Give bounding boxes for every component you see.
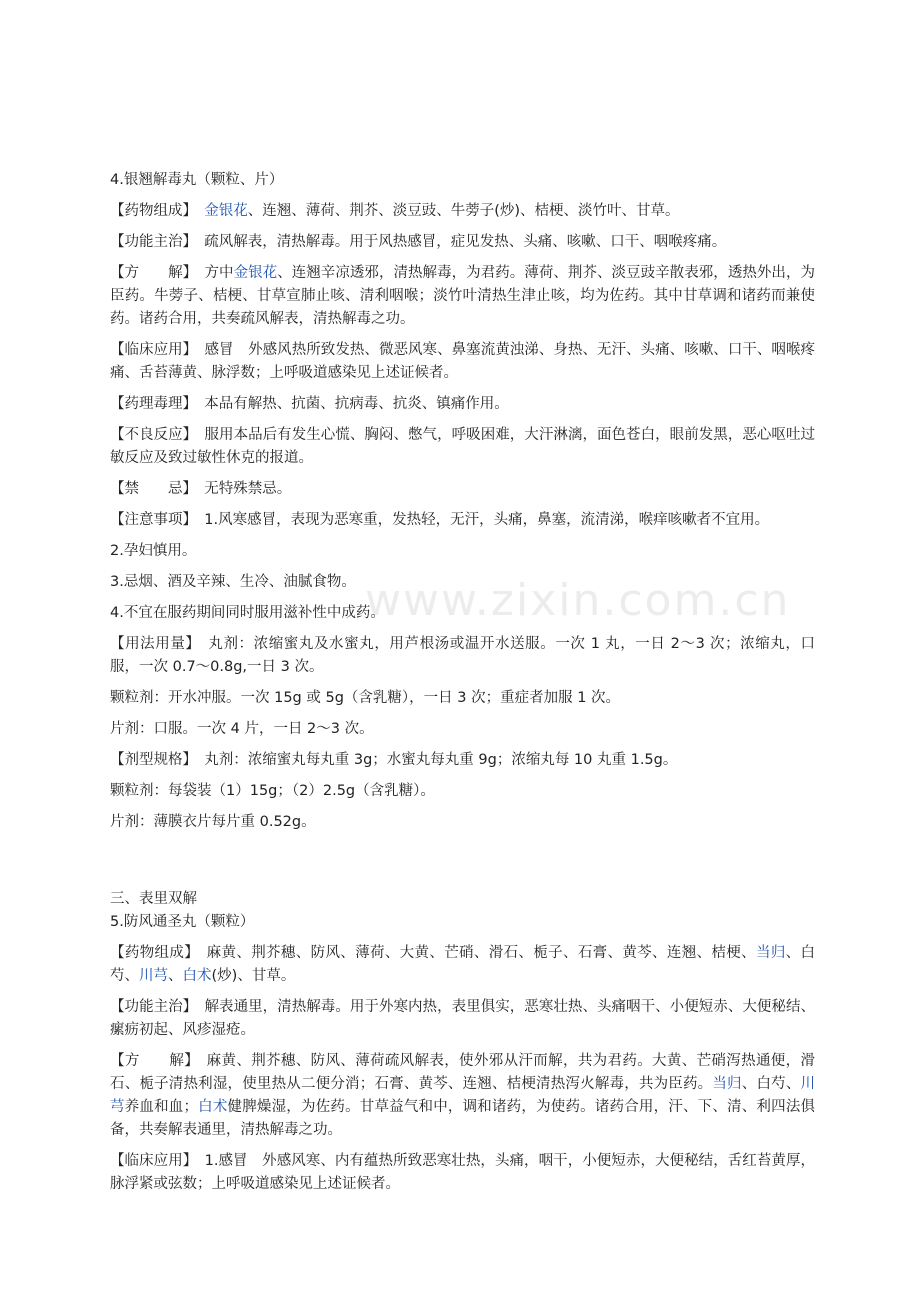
usage-label: 【用法用量】 [110,636,194,652]
chuanxiong-link[interactable]: 川芎 [139,968,168,984]
pharma-label: 【药理毒理】 [110,396,190,412]
s1-caution-2: 2.孕妇慎用。 [110,543,197,559]
pharma-text: 本品有解热、抗菌、抗病毒、抗炎、镇痛作用。 [189,396,509,412]
formula-rest: 、连翘辛凉透邪，清热解毒，为君药。薄荷、荆芥、淡豆豉辛散表邪，透热外出，为臣药。牛蒡子、桔梗、甘草宣肺止咳、清利咽喉；淡竹叶清热生津止咳，均为佐药。其中甘草调和诸药而兼使药。诸药合用，共奏疏风解表，清热解毒之功。 [110,265,815,327]
s1-spec-granule: 颗粒剂：每袋装（1）15g；（2）2.5g（含乳糖）。 [110,783,435,799]
chuanxiong-link-2[interactable]: 川芎 [110,1076,816,1115]
caution-text: 1.风寒感冒，表现为恶寒重，发热轻，无汗，头痛，鼻塞，流清涕，喉痒咳嗽者不宜用。 [189,512,770,528]
s1-caution-3: 3.忌烟、酒及辛辣、生冷、油腻食物。 [110,574,356,590]
composition-c: 、 [168,968,183,984]
s2-function [110,996,815,1042]
formula-label: 【方 解】 [110,265,190,281]
s1-caution [110,509,815,532]
s1-spec-tablet: 片剂：薄膜衣片每片重 0.52g。 [110,814,316,830]
adverse-text: 服用本品后有发生心慌、胸闷、憋气，呼吸困难，大汗淋漓，面色苍白，眼前发黑，恶心呕吐过敏反应及致过敏性休克的报道。 [110,427,815,466]
s1-spec [110,749,815,772]
s1-pharma [110,393,815,416]
composition-label: 【药物组成】 [110,203,190,219]
s1-composition [110,200,815,223]
s2-clinical [110,1150,815,1196]
clinical-label: 【临床应用】 [110,342,190,358]
spec-text: 丸剂：浓缩蜜丸每丸重 3g；水蜜丸每丸重 9g；浓缩丸每 10 丸重 1.5g。 [189,752,678,768]
formula-d: 健脾燥湿，为佐药。甘草益气和中，调和诸药，为使药。诸药合用，汗、下、清、利四法俱备，共奏解表通里，清热解毒之功。 [110,1099,816,1138]
spec-label: 【剂型规格】 [110,752,190,768]
danggui-link[interactable]: 当归 [755,945,786,961]
clinical-text: 感冒 外感风热所致发热、微恶风寒、鼻塞流黄浊涕、身热、无汗、头痛、咳嗽、口干、咽喉疼痛、舌苔薄黄、脉浮数；上呼吸道感染见上述证候者。 [110,342,815,381]
usage-text: 丸剂：浓缩蜜丸及水蜜丸，用芦根汤或温开水送服。一次 1 丸，一日 2～3 次；浓缩丸，口服，一次 0.7～0.8g,一日 3 次。 [110,636,816,675]
s1-adverse [110,424,815,470]
formula-label-2: 【方 解】 [110,1053,192,1069]
composition-pre [190,203,205,219]
watermark: www.zixin.com.cn [365,575,791,626]
formula-b: 、白芍、 [741,1076,801,1092]
clinical-label-2: 【临床应用】 [110,1153,191,1169]
function-label: 【功能主治】 [110,234,190,250]
section2-heading: 三、表里双解 [110,891,197,907]
s1-formula [110,262,815,331]
s1-caution-4: 4.不宜在服药期间同时服用滋补性中成药。 [110,605,385,621]
function-text: 疏风解表，清热解毒。用于风热感冒，症见发热、头痛、咳嗽、口干、咽喉疼痛。 [189,234,727,250]
contra-label: 【禁 忌】 [110,481,190,497]
s2-formula [110,1050,815,1142]
contra-text: 无特殊禁忌。 [189,481,292,497]
function-text-2: 解表通里，清热解毒。用于外寒内热，表里俱实，恶寒壮热、头痛咽干、小便短赤、大便秘结、瘰疬初起、风疹湿疮。 [110,999,815,1038]
jinyinhua-link-2[interactable]: 金银花 [233,265,278,281]
jinyinhua-link[interactable]: 金银花 [204,203,248,219]
s1-clinical [110,339,815,385]
section2-title: 5.防风通圣丸（颗粒） [110,914,255,930]
function-label-2: 【功能主治】 [110,999,190,1015]
baizhu-link-2[interactable]: 白术 [197,1099,228,1115]
section1-title: 4.银翘解毒丸（颗粒、片） [110,172,284,188]
s1-usage [110,633,815,679]
document-page [110,0,815,1204]
composition-label-2: 【药物组成】 [110,945,192,961]
composition-a: 麻黄、荆芥穗、防风、薄荷、大黄、芒硝、滑石、栀子、石膏、黄芩、连翘、桔梗、 [191,945,756,961]
adverse-label: 【不良反应】 [110,427,190,443]
formula-c: 养血和血； [124,1099,198,1115]
composition-b: 、白芍、 [110,945,816,984]
baizhu-link[interactable]: 白术 [182,968,212,984]
caution-label: 【注意事项】 [110,512,190,528]
s1-contra [110,478,815,501]
s2-composition [110,942,815,988]
danggui-link-2[interactable]: 当归 [712,1076,742,1092]
formula-a: 麻黄、荆芥穗、防风、薄荷疏风解表，使外邪从汗而解，共为君药。大黄、芒硝泻热通便，滑石、栀子清热利湿，使里热从二便分消；石膏、黄芩、连翘、桔梗清热泻火解毒，共为臣药。 [110,1053,815,1092]
s1-usage-granule: 颗粒剂：开水冲服。一次 15g 或 5g（含乳糖），一日 3 次；重症者加服 1 次。 [110,690,621,706]
s1-usage-tablet: 片剂：口服。一次 4 片，一日 2～3 次。 [110,721,374,737]
s1-function [110,231,815,254]
clinical-text-2: 1.感冒 外感风寒、内有蕴热所致恶寒壮热，头痛，咽干，小便短赤，大便秘结，舌红苔黄厚，脉浮紧或弦数；上呼吸道感染见上述证候者。 [110,1153,815,1192]
composition-rest: 、连翘、薄荷、荆芥、淡豆豉、牛蒡子(炒)、桔梗、淡竹叶、甘草。 [247,203,680,219]
composition-d: (炒)、甘草。 [211,968,296,984]
formula-pre: 方中 [189,265,234,281]
